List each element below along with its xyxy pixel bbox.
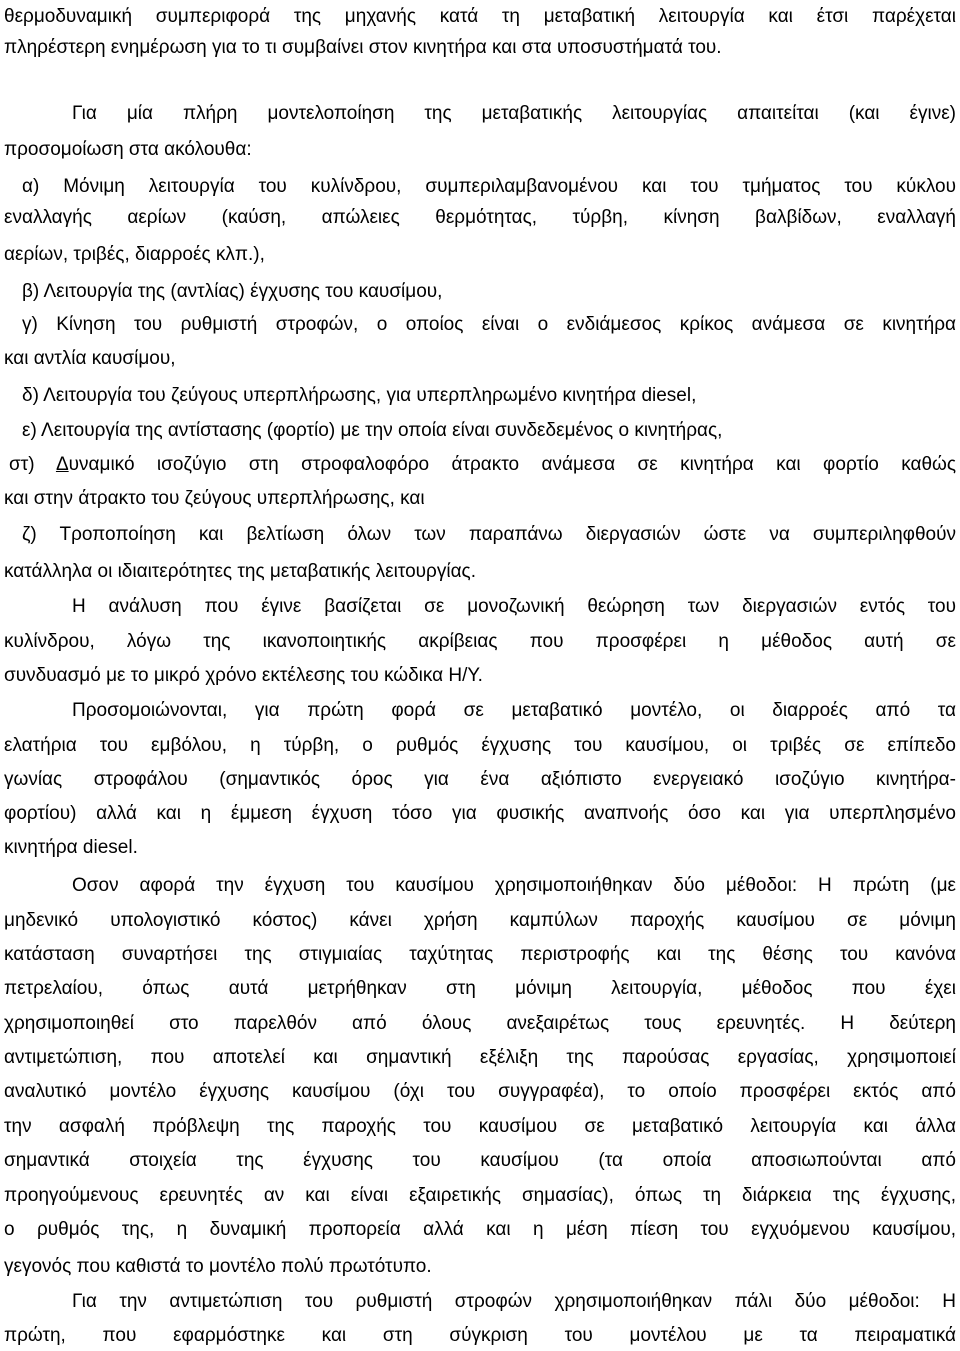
line-prefix: στ)	[9, 454, 56, 475]
text-line: γωνίας στροφάλου (σημαντικός όρος για ένα αξιόπιστο ενεργειακό ισοζύγιο κινητήρα-	[4, 769, 956, 790]
text-line: προσομοίωση στα ακόλουθα:	[4, 139, 252, 160]
text-line: θερμοδυναμική συμπεριφορά της μηχανής κατά τη μεταβατική λειτουργία και έτσι παρέχεται	[4, 6, 956, 27]
line-text: υναμικό ισοζύγιο στη στροφαλοφόρο άτρακτο ανάμεσα σε κινητήρα και φορτίο καθώς	[68, 454, 957, 475]
text-line: κατάλληλα οι ιδιαιτερότητες της μεταβατικής λειτουργίας.	[4, 561, 476, 582]
text-line: Για μία πλήρη μοντελοποίηση της μεταβατικής λειτουργίας απαιτείται (και έγινε)	[72, 103, 956, 124]
text-line: α) Μόνιμη λειτουργία του κυλίνδρου, συμπεριλαμβανομένου και του τμήματος του κύκλου	[22, 176, 956, 197]
text-line: συνδυασμό με το μικρό χρόνο εκτέλεσης του κώδικα Η/Υ.	[4, 665, 483, 686]
text-line: πρώτη, που εφαρμόστηκε και στη σύγκριση του μοντέλου με τα πειραματικά	[4, 1325, 956, 1346]
text-line: εναλλαγής αερίων (καύση, απώλειες θερμότητας, τύρβη, κίνηση βαλβίδων, εναλλαγή	[4, 207, 956, 228]
text-line: προηγούμενους ερευνητές αν και είναι εξαιρετικής σημασίας), όπως τη διάρκεια της έγχυσης,	[4, 1185, 956, 1206]
text-line: γεγονός που καθιστά το μοντέλο πολύ πρωτότυπο.	[4, 1256, 432, 1277]
text-line: και αντλία καυσίμου,	[4, 348, 176, 369]
text-line: ε) Λειτουργία της αντίστασης (φορτίο) με την οποία είναι συνδεδεμένος ο κινητήρας,	[22, 420, 723, 441]
text-line: ελατήρια του εμβόλου, η τύρβη, ο ρυθμός έγχυσης του καυσίμου, οι τριβές σε επίπεδο	[4, 735, 956, 756]
text-line: Για την αντιμετώπιση του ρυθμιστή στροφών χρησιμοποιήθηκαν πάλι δύο μέθοδοι: Η	[72, 1291, 956, 1312]
text-line: γ) Κίνηση του ρυθμιστή στροφών, ο οποίος είναι ο ενδιάμεσος κρίκος ανάμεσα σε κινητήρα	[22, 314, 956, 335]
text-line: αναλυτικό μοντέλο έγχυσης καυσίμου (όχι του συγγραφέα), το οποίο προσφέρει εκτός από	[4, 1081, 956, 1102]
text-line: χρησιμοποιηθεί στο παρελθόν από όλους ανεξαιρέτως τους ερευνητές. Η δεύτερη	[4, 1013, 956, 1034]
underlined-letter: Δ	[55, 454, 69, 475]
text-line: αντιμετώπιση, που αποτελεί και σημαντική εξέλιξη της παρούσας εργασίας, χρησιμοποιεί	[4, 1047, 956, 1068]
text-line: δ) Λειτουργία του ζεύγους υπερπλήρωσης, για υπερπληρωμένο κινητήρα diesel,	[22, 385, 697, 406]
text-line: και στην άτρακτο του ζεύγους υπερπλήρωσης, και	[4, 488, 425, 509]
text-line: ο ρυθμός της, η δυναμική προπορεία αλλά και η μέση πίεση του εγχυόμενου καυσίμου,	[4, 1219, 956, 1240]
text-line: β) Λειτουργία της (αντλίας) έγχυσης του καυσίμου,	[22, 281, 443, 302]
text-line: φορτίου) αλλά και η έμμεση έγχυση τόσο για φυσικής αναπνοής όσο και για υπερπλησμένο	[4, 803, 956, 824]
text-line: πληρέστερη ενημέρωση για το τι συμβαίνει στον κινητήρα και στα υποσυστήματά του.	[4, 37, 722, 58]
text-line: κινητήρα diesel.	[4, 837, 138, 858]
text-line: μηδενικό υπολογιστικό κόστος) κάνει χρήση καμπύλων παροχής καυσίμου σε μόνιμη	[4, 910, 956, 931]
text-line: ζ) Τροποποίηση και βελτίωση όλων των παραπάνω διεργασιών ώστε να συμπεριληφθούν	[22, 524, 956, 545]
text-line: την ασφαλή πρόβλεψη της παροχής του καυσίμου σε μεταβατικό λειτουργία και άλλα	[4, 1116, 956, 1137]
text-line: αερίων, τριβές, διαρροές κλπ.),	[4, 244, 265, 265]
text-line: πετρελαίου, όπως αυτά μετρήθηκαν στη μόνιμη λειτουργία, μέθοδος που έχει	[4, 978, 956, 999]
text-line: κατάσταση συναρτήσει της στιγμιαίας ταχύτητας περιστροφής και της θέσης του κανόνα	[4, 944, 956, 965]
text-line: σημαντικά στοιχεία της έγχυσης του καυσίμου (τα οποία αποσιωπούνται από	[4, 1150, 956, 1171]
text-line: κυλίνδρου, λόγω της ικανοποιητικής ακρίβειας που προσφέρει η μέθοδος αυτή σε	[4, 631, 956, 652]
text-line	[9, 450, 956, 480]
text-line: Οσον αφορά την έγχυση του καυσίμου χρησιμοποιήθηκαν δύο μέθοδοι: Η πρώτη (με	[72, 875, 956, 896]
text-line: Η ανάλυση που έγινε βασίζεται σε μονοζωνική θεώρηση των διεργασιών εντός του	[72, 596, 956, 617]
text-line: Προσομοιώνονται, για πρώτη φορά σε μεταβατικό μοντέλο, οι διαρροές από τα	[72, 700, 956, 721]
